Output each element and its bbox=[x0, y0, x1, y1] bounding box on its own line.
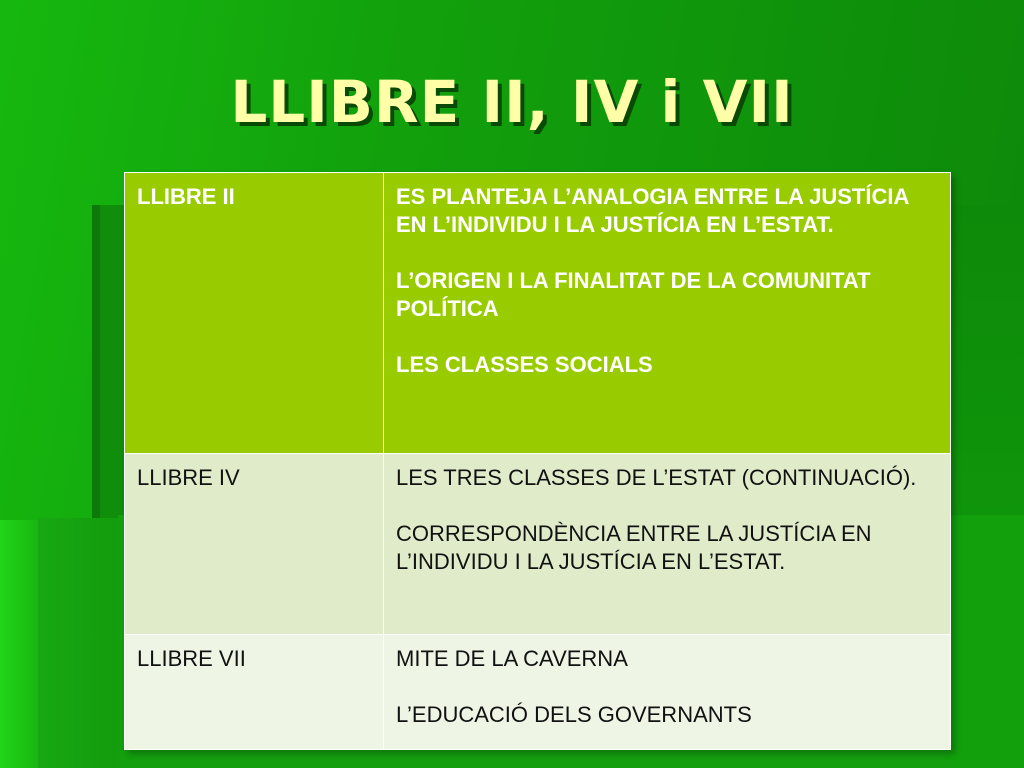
background-band-left-inner bbox=[38, 518, 118, 768]
topic-text: L’ORIGEN I LA FINALITAT DE LA COMUNITAT POLÍTICA bbox=[396, 268, 871, 321]
table-row bbox=[125, 173, 951, 454]
topic-text: LES CLASSES SOCIALS bbox=[396, 352, 653, 377]
topics-cell bbox=[384, 454, 951, 635]
topic-text: MITE DE LA CAVERNA bbox=[396, 646, 628, 671]
background-band-right-top bbox=[950, 205, 1024, 520]
topic-text: L’EDUCACIÓ DELS GOVERNANTS bbox=[396, 702, 752, 727]
book-cell: LLIBRE IV bbox=[125, 454, 384, 635]
topic-text: LES TRES CLASSES DE L’ESTAT (CONTINUACIÓ). bbox=[396, 465, 917, 490]
slide-title: LLIBRE II, IV i VII bbox=[230, 68, 794, 136]
topic-text: ES PLANTEJA L’ANALOGIA ENTRE LA JUSTÍCIA EN L’INDIVIDU I LA JUSTÍCIA EN L’ESTAT. bbox=[396, 184, 909, 237]
table-row bbox=[125, 454, 951, 635]
topic-text: CORRESPONDÈNCIA ENTRE LA JUSTÍCIA EN L’INDIVIDU I LA JUSTÍCIA EN L’ESTAT. bbox=[396, 521, 872, 574]
book-cell: LLIBRE VII bbox=[125, 635, 384, 750]
topics-cell bbox=[384, 173, 951, 454]
background-band-left bbox=[0, 520, 38, 768]
table-row bbox=[125, 635, 951, 750]
book-cell: LLIBRE II bbox=[125, 173, 384, 454]
books-table bbox=[124, 172, 951, 750]
topics-cell bbox=[384, 635, 951, 750]
background-band-right-bottom bbox=[950, 515, 1024, 768]
